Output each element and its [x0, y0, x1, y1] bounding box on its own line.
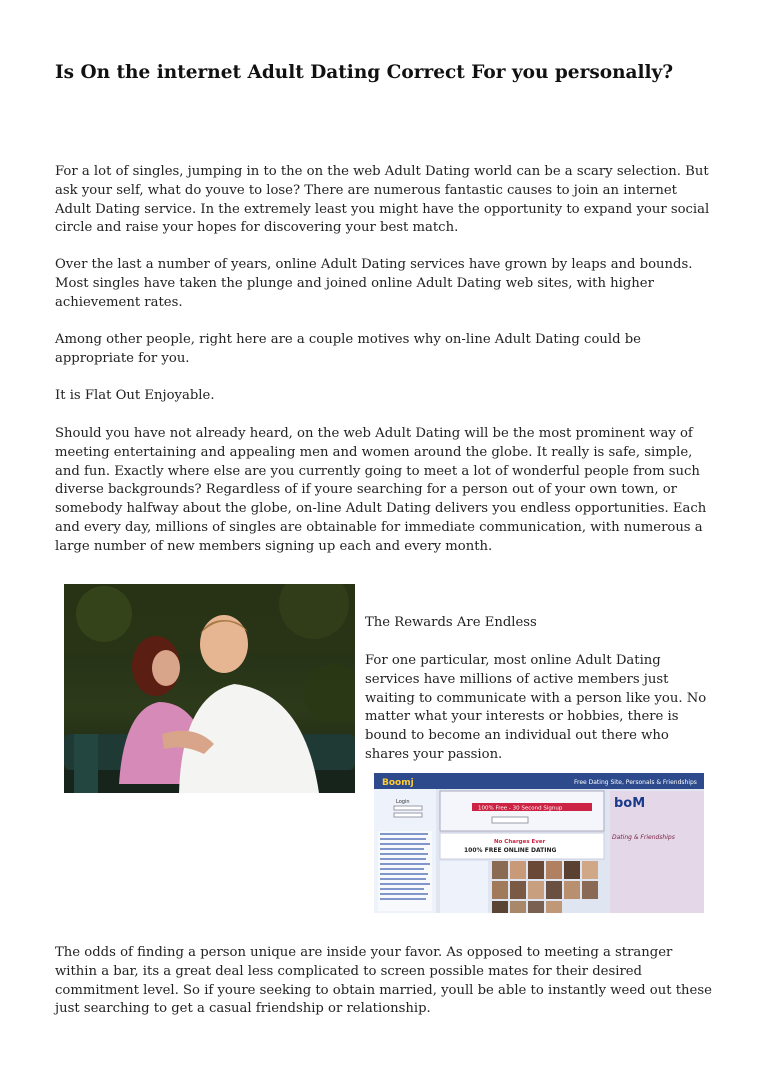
paragraph-motives: Among other people, right here are a couple motives why on-line Adult Dating could be appropriate for you. [55, 332, 641, 366]
paragraph-heading-enjoyable: It is Flat Out Enjoyable. [55, 388, 215, 403]
paragraph-odds: The odds of finding a person unique are inside your favor. As opposed to meeting a stranger within a bar, its a great deal less complicated to screen possible mates for their desired commitment level. So if youre seeking to obtain married, youll be able to instantly weed out these just searching to get a casual friendship or relationship. [55, 945, 712, 1017]
rewards-text: For one particular, most online Adult Dating services have millions of active members just waiting to communicate with a person like you. No matter what your interests or hobbies, there is bound to become an individual out there who shares your passion. [365, 653, 707, 762]
site-logo: boM [614, 796, 646, 811]
site-login: Login [396, 799, 410, 805]
paragraph-enjoyable: Should you have not already heard, on the web Adult Dating will be the most prominent way of meeting entertaining and appealing men and women around the globe. It really is safe, simple, and fun. Exactly where else are you currently going to meet a lot of wonderful people from such diverse backgrounds? Regardless of if youre searching for a person out of your own town, or somebody halfway about the globe, on-line Adult Dating delivers you endless opportunities. Each and every day, millions of singles are obtainable for immediate communication, with numerous a large number of new members signing up each and every month. [55, 426, 707, 554]
site-free-dating: 100% FREE ONLINE DATING [464, 847, 557, 854]
couple-photo [64, 584, 355, 793]
paragraph-intro: For a lot of singles, jumping in to the on the web Adult Dating world can be a scary selection. But ask your self, what do youve to lose? There are numerous fantastic causes to join an internet Adult Dating service. In the extremely least you might have the opportunity to expand your social circle and raise your hopes for discovering your best match. [55, 164, 710, 236]
paragraph-growth: Over the last a number of years, online Adult Dating services have grown by leaps and bounds. Most singles have taken the plunge and joined online Adult Dating web sites, with higher achievement rates. [55, 257, 693, 310]
site-free-banner: 100% Free - 30 Second Signup [478, 805, 563, 812]
site-no-charges: No Charges Ever [494, 839, 546, 845]
dating-site-screenshot [374, 773, 704, 913]
rewards-heading: The Rewards Are Endless [365, 615, 537, 630]
site-tagline: Free Dating Site, Personals & Friendships [574, 779, 697, 786]
site-side-label: Dating & Friendships [612, 834, 675, 841]
page-title: Is On the internet Adult Dating Correct For you personally? [55, 62, 674, 83]
site-brand: Boomj [382, 778, 414, 788]
